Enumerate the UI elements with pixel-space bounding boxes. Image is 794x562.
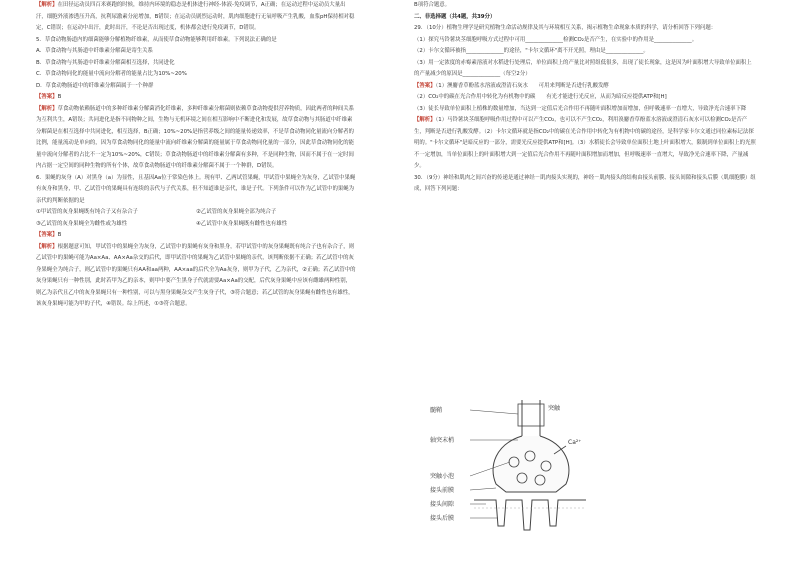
q6-stem: 6．果蝇的灰身（A）对黑身（a）为显性，且基因Aa位于常染色体上。现有甲、乙两试管果蝇，甲试管中果蝇全为灰身，乙试管中果蝇有灰身和黑身，甲、乙试管中的果蝇具有连续的亲代与子代关系，但不知道谁是亲代，谁是子代。下列条件可以作为乙试管中的果蝇为亲代的判断依据的是 (36, 174, 356, 204)
q4-analysis (36, 0, 356, 35)
q29-answer-2: （2）CO₂中的碳在光合作用中转化为有机物中的碳 有光才能进行光反应，从而为暗反应提供ATP和[H] (414, 94, 667, 100)
q29-answer-3: （3）徒长导致单位面积上植株的数量增加，当达到一定值后光合作用不再随叶面积增加而增加，但呼吸速率一直增大，导致净光合速率下降 (414, 105, 747, 112)
post-junction-membrane (474, 500, 586, 530)
answer-label: 【答案】 (414, 82, 436, 89)
neuromuscular-junction-figure (426, 396, 636, 546)
right-column (414, 0, 756, 196)
q29-sub2: （2）卡尔文循环被指______________的途径，"卡尔文循环"离不开光照，理由是______________。 (414, 48, 649, 54)
analysis-label: 【解析】 (414, 117, 436, 123)
analysis-label: 【解析】 (36, 243, 58, 250)
section-title: 二、非选择题（共4题，共39分） (414, 13, 496, 20)
q29-stem: 29．（10分）植物生理学是研究植物生命活动规律及其与环境相互关系，揭示植物生命现象本质的科学，请分析回答下列问题： (414, 25, 717, 31)
q29-answer-1: （1）澳麝香草酚蓝水溶液或澄清石灰水 可用来判断是否进行乳酸发酵 (435, 82, 609, 89)
q6-answer-value: B (57, 232, 62, 238)
q5-option-d: D．草食动物肠道中的纤维素分解菌属于一个种群 (36, 82, 154, 89)
q29-analysis (414, 115, 756, 173)
junction-diagram (426, 396, 636, 546)
q5-analysis-text: 草食动物依赖肠道中的多种纤维素分解菌消化纤维素，多种纤维素分解菌则依赖草食动物提供营养物质，因此两者的种间关系为互利共生，A错误；共同进化是指不同物种之间，生物与无机环境之间在相互影响中不断进化和发展，故草食动物与其肠道中纤维素分解菌是在相互选择中共同进化，相互选择，B正确；10%~20%是指营养级之间的能量传递效率，不是草食动物同化量流向分解者的比例，能量流动是单向的，因为草食动物同化的能量中流向纤维素分解菌的能量属于草食动物同化量的一部分，因此草食动物同化的能量中流向分解者的占比不一定为10%~20%，C错误；草食动物肠道中的纤维素分解菌有多种，不是同种生物，因而不属于在一定时间内占据一定空间的同种生物的所有个体，故草食动物肠道中的纤维素分解菌不属于一个种群，D错误。 (36, 105, 355, 169)
q30-stem: 30．（9分）神经和肌肉之间兴奋的传递是通过神经－肌肉接头实现的，神经－肌肉接头的结构由接头前膜、接头间隙和接头后膜（肌细胞膜）组成，回答下列问题： (414, 174, 756, 192)
q5-stem: 5．草食动物肠道内的细菌能够分解植物纤维素，从而使草食动物能够利用纤维素。下列说法正确的是 (36, 36, 277, 43)
label-vertical-title: 突触 (548, 405, 561, 412)
label-post: 接头后膜 (430, 515, 455, 522)
label-ca: Ca²⁺ (568, 439, 582, 446)
q6-option-2: ②乙试管的灰身果蝇全部为纯合子 (196, 209, 277, 215)
q29-analysis-text: （1）马铃薯块茎细胞呼吸作用过程中可以产生CO₂，也可以不产生CO₂，利用溴麝香草酚蓝水溶液或澄清石灰水可以检测CO₂是否产生，判断是否进行乳酸发酵。（2）卡尔文循环就是指CO₂中的碳在光合作用中转化为有机物中的碳的途径，是科学家卡尔文通过同位素标记法探明的。"卡尔文循环"是暗反应的一部分，需要光反应提供ATP和[H]。（3）水稻徒长会导致单位面积土地上叶面积增大，限制到单位面积上的光照不一定增加，当单位面积上的叶面积增大到一定值后光合作用不再随叶面积增加而增加，但呼吸速率一直增大，导致净光合速率下降，产量减少。 (414, 117, 756, 169)
q5-answer (36, 92, 356, 104)
q6-option-1: ①甲试管的灰身果蝇既有纯合子又有杂合子 (36, 209, 138, 215)
label-terminal: 轴突末梢 (430, 437, 455, 444)
label-pre: 接头前膜 (430, 487, 455, 494)
leader-line (470, 488, 496, 490)
answer-label: 【答案】 (36, 232, 58, 238)
q29-sub3: （3）用一定浓度的赤霉素溶液对水稻进行处理后，单位面积上的产量比对照组低很多，出现了徒长现象，这是因为叶面积增大导致单位面积上的产量减少的原因是______________（每空2分） (414, 59, 752, 77)
q6-tail: B项符合题意。 (414, 2, 451, 8)
answer-label: 【答案】 (36, 94, 58, 100)
q5-analysis (36, 104, 356, 173)
q6-option-3: ③乙试管的灰身果蝇全为雌性或为雄性 (36, 220, 128, 227)
label-vesicle: 突触小泡 (430, 473, 455, 480)
q5-option-a: A．草食动物与其肠道中纤维素分解菌是寄生关系 (36, 48, 153, 54)
analysis-label: 【解析】 (36, 2, 58, 8)
label-axon: 髓鞘 (430, 407, 443, 414)
q6-options (36, 207, 356, 230)
left-column (36, 0, 356, 311)
q5-option-c: C．草食动物同化的能量中流向分解者的能量占比为10%~20% (36, 71, 187, 77)
q6-analysis-text: 根据题意可知，甲试管中的果蝇全为灰身，乙试管中的果蝇有灰身和黑身，若甲试管中的灰身果蝇既有纯合子也有杂合子，则乙试管中的果蝇可能为Aa×Aa、AA×Aa杂交的后代，即甲试管中的果蝇为乙试管中果蝇的亲代，该判断依据不正确；若乙试管中的灰身果蝇全为纯合子，则乙试管中的果蝇只有AA和aa两种，AA×aa的后代全为Aa灰身，则甲为子代，乙为亲代，②正确；若乙试管中的灰身果蝇只有一种性别，此时若甲为乙的亲本，则甲中要产生黑身子代就需要Aa×Aa的交配，后代灰身果蝇中应该有雌雄两种性别，则乙为亲代且乙中的灰身果蝇只有一种性别，可以与黑身果蝇杂交产生灰身子代，③符合题意；若乙试管的灰身果蝇有雌性也有雄性，该灰身果蝇可能为甲的子代，④错误。综上所述，①③符合题意。 (36, 243, 356, 307)
label-cleft: 接头间隙 (430, 501, 455, 508)
q5-answer-value: B (57, 94, 62, 100)
q29-answer-header (414, 81, 756, 93)
q29-sub1: （1）探究马铃薯块茎细胞呼吸方式过程中可用______________检测CO₂是否产生，在实验中的作用是______________。 (414, 36, 698, 43)
q6-option-4: ④乙试管中灰身果蝇既有雌性也有雄性 (196, 220, 288, 227)
analysis-label: 【解析】 (36, 105, 58, 112)
q6-answer (36, 230, 356, 242)
q6-analysis (36, 242, 356, 311)
q5-option-b: B．草食动物与其肠道中纤维素分解菌相互选择，共同进化 (36, 59, 175, 66)
leader-line (470, 410, 518, 414)
axon-outline (522, 400, 540, 436)
q4-analysis-text: 在田径运动员四百米赛跑的时候，维持内环境的稳态是机体进行神经-体液-免疫调节，A正确；在运动过程中运动员大量出汗，细胞外液渗透压升高，抗利尿激素分泌增加，B错误；在运动员剧烈运动时，肌肉细胞进行无氧呼吸产生乳酸，血浆pH保持相对稳定，C错误；在运动中出汗，此时出汗，不论是否出现过度，机体都会进行免疫调节，D错误。 (36, 2, 355, 31)
